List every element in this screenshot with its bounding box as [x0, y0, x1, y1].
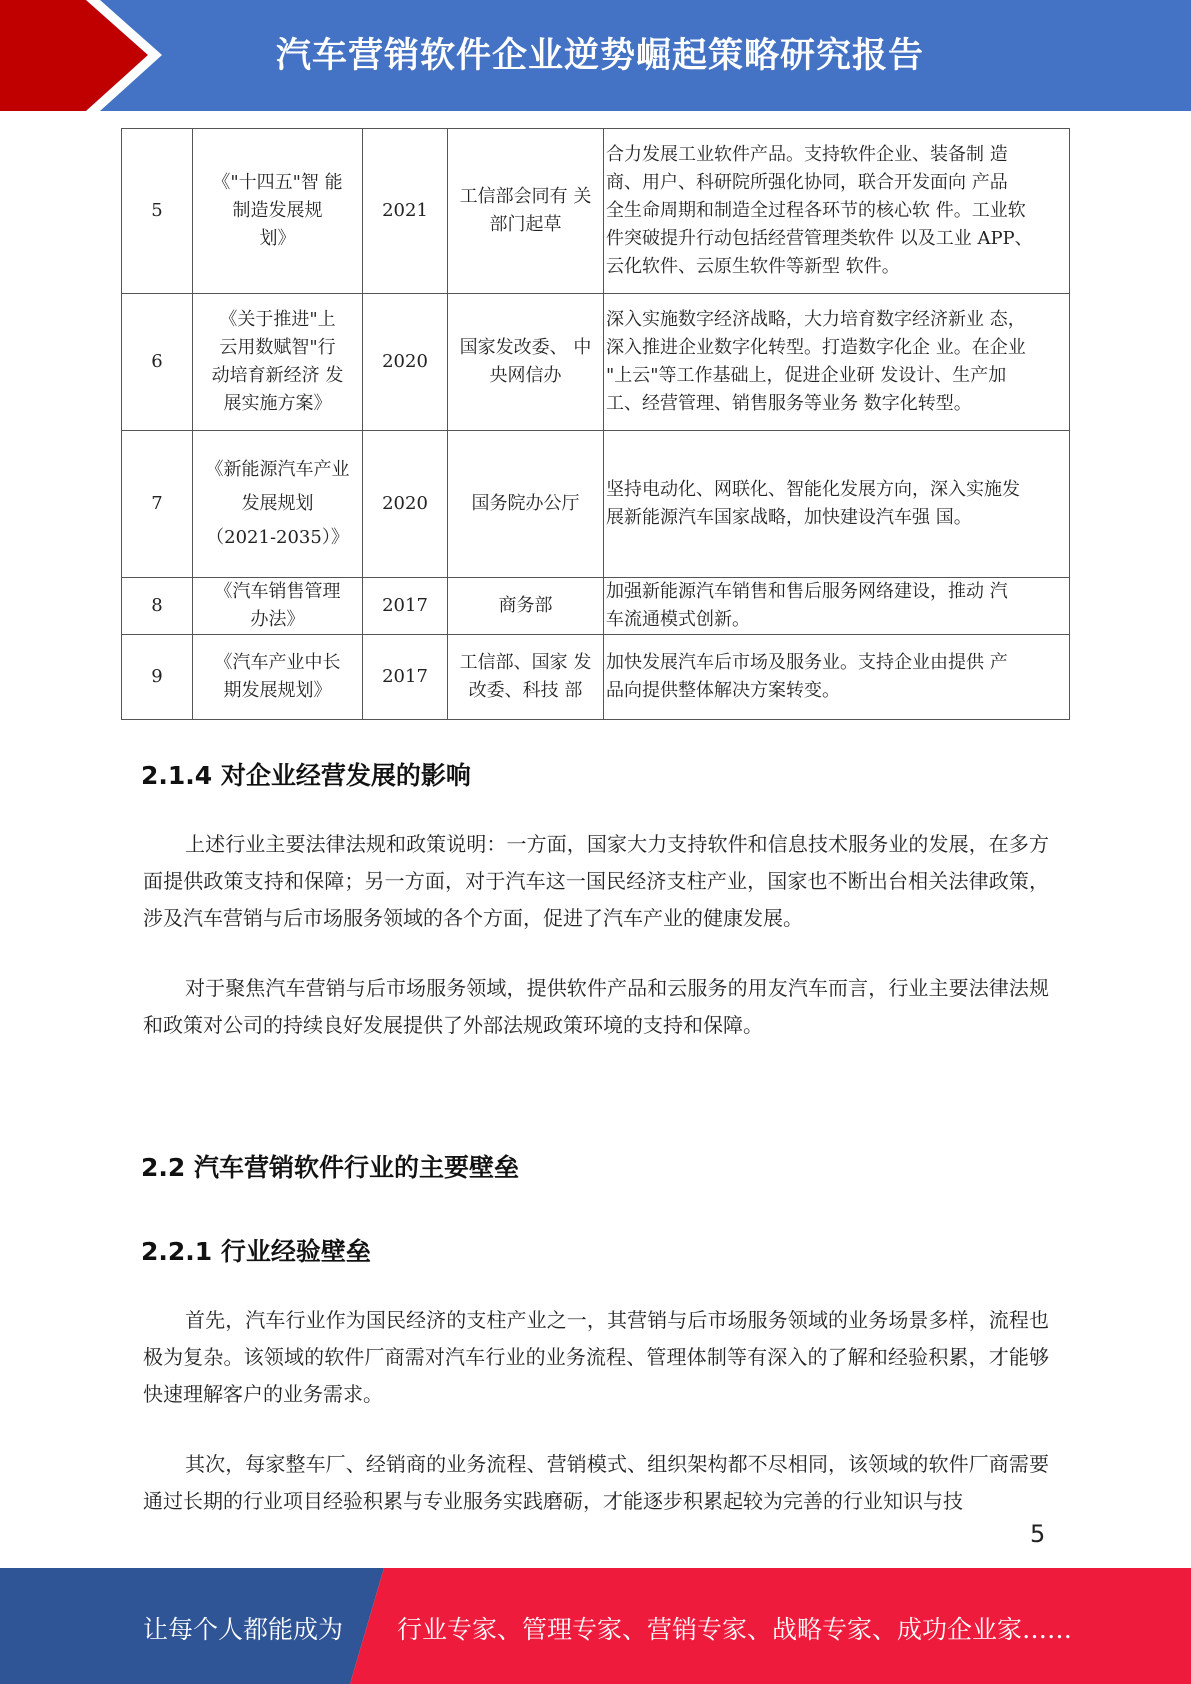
cell-description-line: 合力发展工业软件产品。支持软件企业、装备制 造 — [606, 144, 1008, 165]
cell-policy-name — [193, 635, 363, 720]
cell-department — [448, 294, 604, 431]
cell-description — [604, 129, 1070, 294]
cell-number: 9 — [122, 635, 193, 720]
cell-description-line: 件突破提升行动包括经营管理类软件 以及工业 APP、 — [606, 228, 1033, 249]
policy-table — [121, 128, 1070, 720]
cell-policy-name — [193, 431, 363, 578]
section-heading-2-2-1: 2.2.1 行业经验壁垒 — [141, 1237, 371, 1266]
cell-description-line: 全生命周期和制造全过程各环节的核心软 件。工业软 — [606, 200, 1026, 221]
cell-policy-name-line: 《汽车产业中长 — [214, 652, 341, 673]
footer-slogan-left: 让每个人都能成为 — [143, 1615, 344, 1644]
cell-policy-name-line: 《新能源汽车产业 — [205, 459, 350, 480]
table-row — [122, 431, 1070, 578]
cell-policy-name-line: 制造发展规 — [232, 200, 323, 221]
table-row — [122, 129, 1070, 294]
cell-department-line: 央网信办 — [489, 365, 562, 386]
cell-description — [604, 431, 1070, 578]
paragraph: 上述行业主要法律法规和政策说明：一方面，国家大力支持软件和信息技术服务业的发展，在多方面提供政策支持和保障；另一方面，对于汽车这一国民经济支柱产业，国家也不断出台相关法律政策，涉及汽车营销与后市场服务领域的各个方面，促进了汽车产业的健康发展。 — [143, 832, 1049, 930]
cell-number: 7 — [122, 431, 193, 578]
cell-description-line: 深入推进企业数字化转型。打造数字化企 业。在企业 — [606, 337, 1026, 358]
cell-description-line: 深入实施数字经济战略，大力培育数字经济新业 态， — [606, 309, 1026, 330]
cell-description-line: 加强新能源汽车销售和售后服务网络建设，推动 汽 — [606, 581, 1008, 602]
cell-policy-name-line: 期发展规划》 — [223, 680, 332, 701]
table-row — [122, 294, 1070, 431]
paragraph: 其次，每家整车厂、经销商的业务流程、营销模式、组织架构都不尽相同，该领域的软件厂商需要通过长期的行业项目经验积累与专业服务实践磨砺，才能逐步积累起较为完善的行业知识与技 — [143, 1452, 1049, 1513]
cell-department — [448, 635, 604, 720]
cell-year: 2020 — [363, 294, 448, 431]
cell-policy-name-line: 展实施方案》 — [223, 393, 332, 414]
cell-department-line: 改委、科技 部 — [468, 680, 583, 701]
cell-policy-name-line: 云用数赋智"行 — [219, 337, 336, 358]
paragraph: 首先，汽车行业作为国民经济的支柱产业之一，其营销与后市场服务领域的业务场景多样，流程也极为复杂。该领域的软件厂商需对汽车行业的业务流程、管理体制等有深入的了解和经验积累，才能够快速理解客户的业务需求。 — [143, 1308, 1049, 1406]
cell-description-line: 坚持电动化、网联化、智能化发展方向，深入实施发 — [606, 479, 1020, 500]
cell-policy-name-line: （2021-2035）》 — [206, 527, 349, 548]
cell-department-line: 工信部会同有 关 — [459, 186, 592, 207]
table-row — [122, 578, 1070, 635]
cell-description-line: 商、用户、科研院所强化协同，联合开发面向 产品 — [606, 172, 1008, 193]
cell-description — [604, 294, 1070, 431]
cell-description — [604, 578, 1070, 635]
cell-year: 2021 — [363, 129, 448, 294]
cell-department-line: 部门起草 — [489, 214, 562, 235]
cell-number: 8 — [122, 578, 193, 635]
cell-policy-name-line: 《汽车销售管理 — [214, 581, 341, 602]
section-heading-2-2: 2.2 汽车营销软件行业的主要壁垒 — [141, 1153, 519, 1182]
cell-policy-name — [193, 294, 363, 431]
cell-department-line: 工信部、国家 发 — [459, 652, 592, 673]
cell-description-line: 工、经营管理、销售服务等业务 数字化转型。 — [606, 393, 972, 414]
table-row — [122, 635, 1070, 720]
cell-department — [448, 578, 604, 635]
cell-policy-name-line: 办法》 — [250, 609, 305, 630]
cell-description-line: 品向提供整体解决方案转变。 — [606, 680, 840, 701]
cell-description-line: 车流通模式创新。 — [606, 609, 750, 630]
page-footer — [0, 1568, 1191, 1684]
cell-department-line: 商务部 — [498, 595, 553, 616]
cell-number: 6 — [122, 294, 193, 431]
cell-policy-name — [193, 578, 363, 635]
cell-policy-name-line: 动培育新经济 发 — [211, 365, 344, 386]
section-heading-2-1-4: 2.1.4 对企业经营发展的影响 — [141, 761, 471, 790]
cell-description — [604, 635, 1070, 720]
cell-number: 5 — [122, 129, 193, 294]
cell-policy-name-line: 《关于推进"上 — [219, 309, 336, 330]
cell-year: 2020 — [363, 431, 448, 578]
cell-description-line: "上云"等工作基础上，促进企业研 发设计、生产加 — [606, 365, 1007, 386]
page-number: 5 — [1030, 1520, 1046, 1548]
page-header — [0, 0, 1191, 111]
cell-department-line: 国家发改委、 中 — [459, 337, 592, 358]
header-title: 汽车营销软件企业逆势崛起策略研究报告 — [276, 36, 925, 76]
cell-department — [448, 431, 604, 578]
cell-description-line: 展新能源汽车国家战略，加快建设汽车强 国。 — [606, 507, 972, 528]
cell-policy-name-line: 发展规划 — [241, 493, 314, 514]
cell-policy-name-line: 划》 — [259, 228, 296, 249]
cell-policy-name-line: 《"十四五"智 能 — [212, 172, 343, 193]
footer-slogan-right: 行业专家、管理专家、营销专家、战略专家、成功企业家…… — [397, 1615, 1073, 1644]
cell-department-line: 国务院办公厅 — [471, 493, 580, 514]
cell-description-line: 加快发展汽车后市场及服务业。支持企业由提供 产 — [606, 652, 1008, 673]
cell-description-line: 云化软件、云原生软件等新型 软件。 — [606, 256, 900, 277]
cell-department — [448, 129, 604, 294]
cell-policy-name — [193, 129, 363, 294]
cell-year: 2017 — [363, 635, 448, 720]
cell-year: 2017 — [363, 578, 448, 635]
paragraph: 对于聚焦汽车营销与后市场服务领域，提供软件产品和云服务的用友汽车而言，行业主要法律法规和政策对公司的持续良好发展提供了外部法规政策环境的支持和保障。 — [143, 976, 1049, 1037]
